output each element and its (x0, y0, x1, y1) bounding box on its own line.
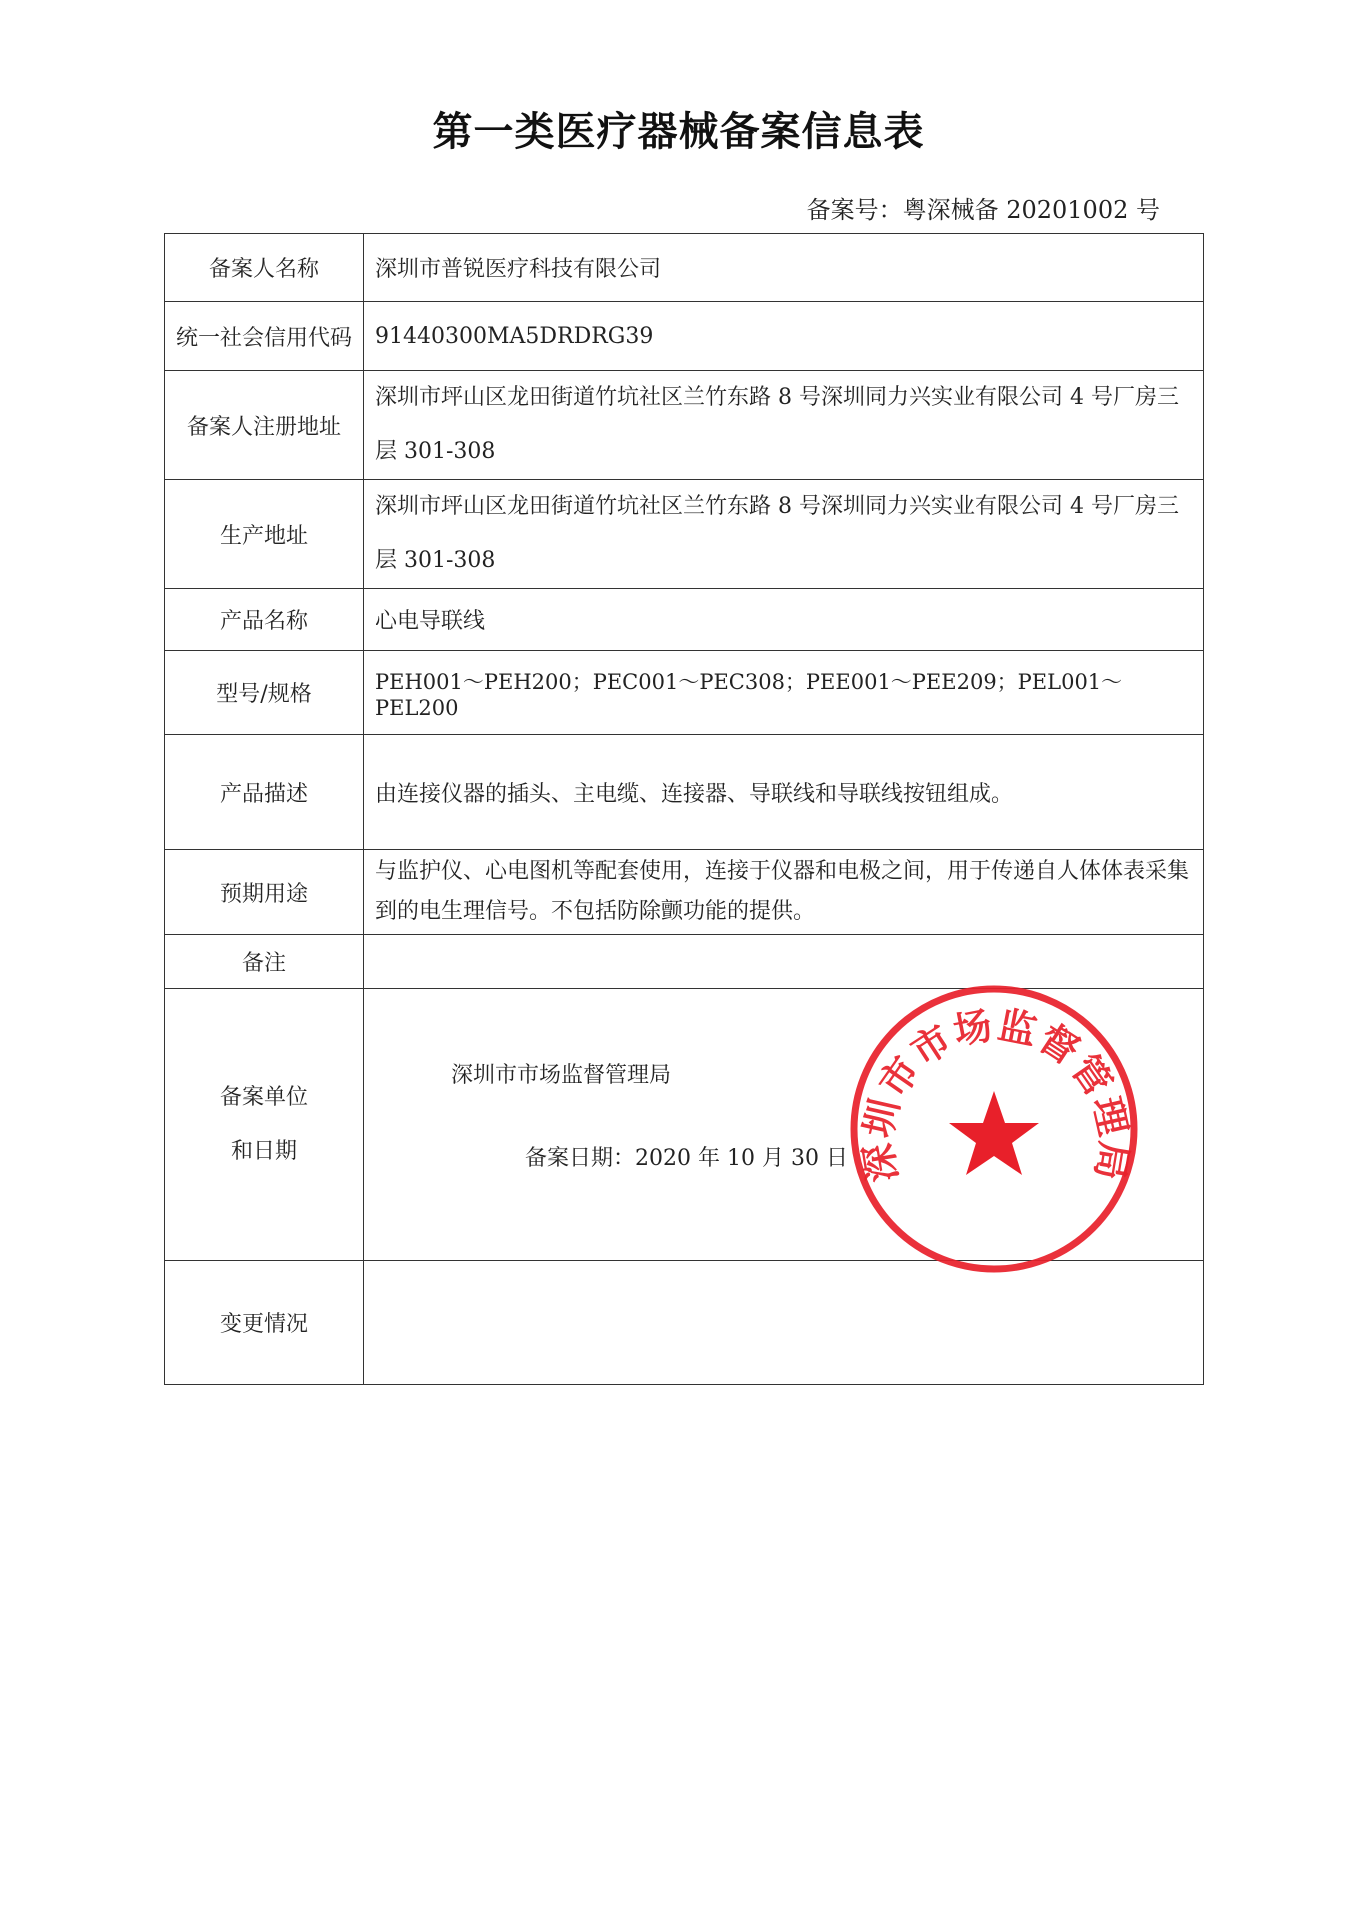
filing-date: 备案日期：2020 年 10 月 30 日 (525, 1145, 848, 1171)
svg-text:深圳市市场监督管理局: 深圳市市场监督管理局 (855, 1002, 1137, 1186)
row-label: 产品名称 (165, 589, 364, 651)
row-value: 深圳市普锐医疗科技有限公司 (364, 234, 1204, 302)
row-value: PEH001～PEH200；PEC001～PEC308；PEE001～PEE209；PEL001～PEL200 (364, 651, 1204, 735)
star-icon (949, 1091, 1039, 1175)
label-line-2: 和日期 (230, 1138, 297, 1164)
row-label: 产品描述 (165, 735, 364, 850)
table-row (165, 850, 1204, 935)
row-label: 备案人名称 (165, 234, 364, 302)
document-title: 第一类医疗器械备案信息表 (432, 109, 925, 155)
table-row (165, 234, 1204, 302)
row-label: 型号/规格 (165, 651, 364, 735)
filing-number: 备案号：粤深械备 20201002 号 (806, 196, 1160, 224)
row-value: 由连接仪器的插头、主电缆、连接器、导联线和导联线按钮组成。 (364, 735, 1204, 850)
label-line-1: 备案单位 (219, 1084, 308, 1110)
row-value: 心电导联线 (364, 589, 1204, 651)
issuing-unit: 深圳市市场监督管理局 (451, 1062, 672, 1088)
row-value (364, 1261, 1204, 1385)
row-label: 备案人注册地址 (165, 371, 364, 480)
table-row (165, 589, 1204, 651)
official-seal-stamp (848, 983, 1140, 1275)
row-label: 统一社会信用代码 (165, 302, 364, 371)
table-row (165, 302, 1204, 371)
table-row (165, 1261, 1204, 1385)
row-label (165, 989, 364, 1261)
table-row (165, 935, 1204, 989)
row-value: 深圳市坪山区龙田街道竹坑社区兰竹东路 8 号深圳同力兴实业有限公司 4 号厂房三层 301-308 (364, 480, 1204, 589)
table-row (165, 735, 1204, 850)
table-row (165, 651, 1204, 735)
row-value (364, 935, 1204, 989)
row-label: 生产地址 (165, 480, 364, 589)
table-row (165, 371, 1204, 480)
row-label: 备注 (165, 935, 364, 989)
row-value: 与监护仪、心电图机等配套使用，连接于仪器和电极之间，用于传递自人体体表采集到的电生理信号。不包括防除颤功能的提供。 (364, 850, 1204, 935)
table-row (165, 480, 1204, 589)
row-label: 变更情况 (165, 1261, 364, 1385)
row-value: 91440300MA5DRDRG39 (364, 302, 1204, 371)
row-label: 预期用途 (165, 850, 364, 935)
row-value: 深圳市坪山区龙田街道竹坑社区兰竹东路 8 号深圳同力兴实业有限公司 4 号厂房三层 301-308 (364, 371, 1204, 480)
